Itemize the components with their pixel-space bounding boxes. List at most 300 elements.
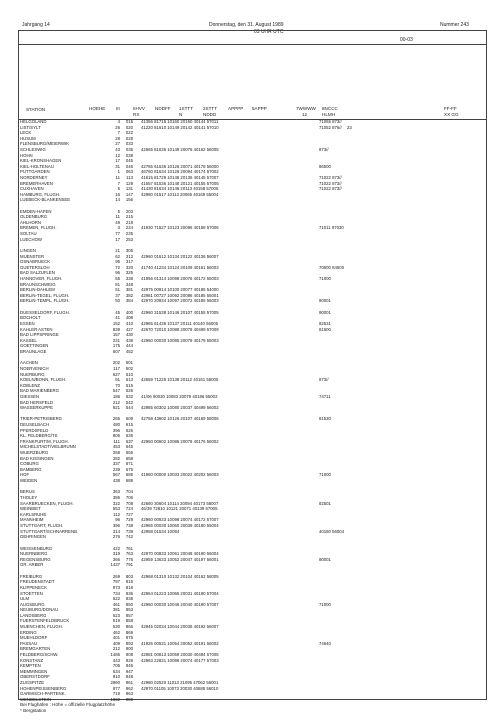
- station-number: 157: [112, 332, 120, 338]
- station-number: 1437: [110, 562, 120, 568]
- station-name: BREMGARTEN: [20, 646, 51, 652]
- station-number: 797: [112, 579, 120, 585]
- station-number: 627: [112, 371, 120, 377]
- station-extra-groups: 71052 876//: [319, 124, 342, 130]
- station-height: 305: [125, 248, 133, 254]
- station-height: 963: [125, 691, 133, 697]
- station-extra-groups: 71022 873//: [319, 174, 342, 180]
- station-group: [20, 248, 480, 304]
- station-synop-groups: 41930 71527 10123 20096 40158 57006: [141, 225, 219, 231]
- station-number: 2960: [110, 680, 120, 685]
- station-name: MANNHEIM: [20, 517, 44, 523]
- station-group: [20, 574, 480, 703]
- station-height: 708: [125, 500, 133, 506]
- station-name: NEUBURG/DONAU: [20, 607, 59, 613]
- station-height: 776: [125, 556, 133, 562]
- station-height: 022: [125, 130, 133, 136]
- station-height: 544: [125, 405, 133, 411]
- station-name: KARLSRUHE: [20, 511, 47, 517]
- station-name: FLENSBURG/MEIERWIK: [20, 141, 70, 147]
- station-extra-groups: 70500 84500: [319, 264, 345, 270]
- station-name: WEISSENBURG: [20, 545, 53, 551]
- station-height: 046: [125, 163, 133, 169]
- station-number: 239: [112, 466, 120, 472]
- station-name: BRAUNLAGE: [20, 348, 47, 354]
- station-height: 253: [125, 236, 133, 242]
- station-name: SAARBRUECKEN, FLUGH.: [20, 500, 74, 506]
- station-name: KASSEL: [20, 337, 37, 343]
- station-number: 553: [112, 506, 120, 512]
- station-height: 857: [125, 612, 133, 618]
- station-height: 313: [125, 253, 133, 259]
- col-hoehe: HOEHE: [89, 106, 106, 111]
- station-height: 224: [125, 225, 133, 231]
- station-synop-groups: 42670 72010 10088 20078 40499 57009: [141, 326, 219, 332]
- station-number: 27: [115, 141, 120, 147]
- station-height: 427: [125, 326, 133, 332]
- station-height: 515: [125, 382, 133, 388]
- station-height: 348: [125, 281, 133, 287]
- station-number: 438: [112, 478, 120, 484]
- station-number: 26: [115, 124, 120, 130]
- station-height: 438: [125, 337, 133, 343]
- station-name: SCHLESWIG: [20, 146, 46, 152]
- station-name: TRIER-PETRISBERG: [20, 416, 63, 422]
- station-name: BREMEN, FLUGH.: [20, 225, 57, 231]
- station-height: 671: [125, 461, 133, 467]
- col-hlmh: HLMH: [322, 112, 336, 117]
- col-n: N: [179, 112, 183, 117]
- station-table: [20, 119, 480, 708]
- station-number: 386: [112, 495, 120, 500]
- station-name: LIST/SYLT: [20, 124, 41, 130]
- station-synop-groups: 42963 22831 10086 20074 40177 57003: [141, 657, 219, 663]
- station-number: 186: [112, 393, 120, 399]
- station-number: 212: [112, 646, 120, 652]
- station-name: PUTTGARDEN: [20, 169, 50, 175]
- station-number: 734: [112, 590, 120, 596]
- station-height: 015: [125, 119, 133, 124]
- station-synop-groups: 41960 00000 10033 20022 40202 56003: [141, 472, 219, 478]
- station-height: 637: [125, 438, 133, 444]
- station-number: 396: [112, 427, 120, 433]
- station-height: 452: [125, 348, 133, 354]
- station-number: 5: [117, 186, 120, 192]
- station-height: 791: [125, 562, 133, 568]
- station-height: 410: [125, 320, 133, 326]
- station-number: 322: [112, 500, 120, 506]
- station-synop-groups: 41956 01314 10098 20076 40172 55003: [141, 276, 219, 282]
- station-number: 409: [112, 640, 120, 646]
- station-group: [20, 416, 480, 483]
- station-number: 921: [112, 405, 120, 411]
- station-name: REGENSBURG: [20, 556, 51, 562]
- station-synop-groups: 42981 00813 10059 20030 40494 57005: [141, 652, 219, 658]
- station-number: 117: [113, 365, 120, 371]
- station-name: STOETTEN: [20, 590, 43, 596]
- station-number: 231: [112, 337, 120, 343]
- station-height: 742: [125, 534, 133, 540]
- station-height: 129: [125, 180, 133, 186]
- station-name: OSNABRUECK: [20, 259, 51, 265]
- station-name: HOF: [20, 472, 30, 478]
- station-name: BOCHOLT: [20, 315, 41, 321]
- station-synop-groups: 42960 00602 10086 20078 40176 56002: [141, 438, 219, 444]
- col-iihvv: IIHVV: [133, 106, 145, 111]
- station-synop-groups: 42958 01534 10084: [141, 528, 180, 534]
- station-number: 81: [115, 281, 120, 287]
- station-number: 21: [115, 248, 120, 254]
- col-apppp: APPPP: [228, 106, 244, 111]
- station-height: 658: [125, 455, 133, 461]
- station-group: [20, 360, 480, 410]
- station-name: BERUS: [20, 489, 35, 495]
- station-height: 724: [125, 506, 133, 512]
- station-number: 265: [112, 416, 120, 422]
- station-name: MUEHLDORF: [20, 635, 48, 641]
- station-name: HOHN: [20, 152, 33, 158]
- station-height: 761: [125, 545, 133, 551]
- station-number: 96: [115, 517, 120, 523]
- table-row: [20, 478, 480, 484]
- station-name: KIEL-HOLTENAU: [20, 163, 54, 169]
- station-extra-groups: 82501: [319, 500, 331, 506]
- station-height: 980: [125, 696, 133, 702]
- station-number: 977: [112, 685, 120, 691]
- report-sub-time: 00-03: [400, 37, 413, 43]
- station-synop-groups: 42980 01517 10113 20065 40169 55004: [141, 191, 219, 197]
- station-name: GUETERSLOH: [20, 264, 50, 270]
- station-name: ERDING: [20, 629, 37, 635]
- station-height: 203: [125, 208, 133, 214]
- station-height: 738: [125, 522, 133, 528]
- station-synop-groups: 42959 13633 10052 20047 40197 56001: [141, 556, 219, 562]
- station-name: BAD SALZUFLEN: [20, 270, 55, 276]
- station-synop-groups: 46760 81634 10126 20094 40174 57002: [141, 169, 219, 175]
- station-height: 131: [125, 186, 133, 192]
- station-synop-groups: 42968 01310 10132 20104 40162 58005: [141, 573, 219, 579]
- station-synop-groups: 42960 31538 10146 20107 40155 57005: [141, 309, 219, 315]
- station-height: 729: [125, 517, 133, 523]
- col-ffff: FF-FF: [444, 106, 457, 111]
- station-name: STUTTGART/SCHNARRENB.: [20, 528, 79, 534]
- station-name: ZUGSPITZE: [20, 680, 45, 685]
- station-synop-groups: 42665 81636 10149 20076 40162 56005: [141, 146, 219, 152]
- station-name: COBURG: [20, 461, 39, 467]
- station-synop-groups: 42960 00030 10085 20079 40179 55003: [141, 337, 219, 343]
- station-extra-groups: 71000: [319, 601, 331, 607]
- station-synop-groups: 42659 71225 10138 20112 40161 56005: [141, 377, 219, 383]
- report-time: 03 UHR UTC: [254, 29, 284, 35]
- station-name: FREIBURG: [20, 573, 43, 579]
- station-name: NUERBURG: [20, 371, 45, 377]
- station-synop-groups: 42985 60302 10080 20037 40499 56002: [141, 405, 219, 411]
- station-height: 706: [125, 495, 133, 500]
- station-name: FRANKFURT/M, FLUGH.: [20, 438, 69, 444]
- station-extra-groups: 71000: [319, 472, 331, 478]
- station-name: NOERVENICH: [20, 365, 49, 371]
- col-5appp: 5APPP: [252, 106, 267, 111]
- station-number: 282: [112, 455, 120, 461]
- station-height: 836: [125, 590, 133, 596]
- station-height: 532: [125, 393, 133, 399]
- station-name: HELGOLAND: [20, 119, 47, 124]
- station-name: BAD MARIENBERG: [20, 388, 59, 394]
- station-number: 1832: [110, 696, 120, 702]
- header-divider: [18, 44, 487, 45]
- station-synop-groups: 42975 00914 10100 20077 40186 54000: [141, 287, 219, 293]
- station-name: BAD HERSFELD: [20, 399, 53, 405]
- station-name: WUERZBURG: [20, 450, 49, 456]
- station-synop-groups: 42945 02034 10044 20035 40192 56007: [141, 624, 219, 630]
- station-extra-groups: 80001: [319, 309, 331, 315]
- station-extra-groups: 873//: [319, 146, 329, 152]
- station-name: WEIDEN: [20, 478, 38, 484]
- station-height: 685: [125, 472, 133, 478]
- station-name: CUXHAVEN: [20, 186, 44, 192]
- station-number: 607: [112, 348, 120, 354]
- station-name: HOHENPEISSENBERG: [20, 685, 67, 691]
- station-height: 381: [125, 287, 133, 293]
- station-number: 839: [112, 326, 120, 332]
- station-height: 320: [125, 264, 133, 270]
- station-number: 396: [112, 522, 120, 528]
- station-height: 147: [125, 191, 133, 197]
- station-name: PFERDSFELD: [20, 427, 49, 433]
- station-height: 408: [125, 315, 133, 321]
- station-height: 688: [125, 478, 133, 484]
- station-name: AUGSBURG: [20, 601, 45, 607]
- station-number: 401: [112, 635, 120, 641]
- station-height: 215: [125, 214, 133, 220]
- station-height: 635: [125, 433, 133, 439]
- station-name: DEUSELBACH: [20, 422, 50, 428]
- station-number: 7: [117, 130, 120, 136]
- station-height: 947: [125, 668, 133, 674]
- station-number: 3: [117, 225, 120, 231]
- station-name: GR. ARBER: [20, 562, 44, 568]
- station-height: 858: [125, 618, 133, 624]
- station-height: 815: [125, 579, 133, 585]
- station-height: 384: [125, 298, 133, 304]
- col-nddff: NDDFF: [155, 106, 171, 111]
- station-extra-groups: 81530: [319, 416, 331, 422]
- station-number: 719: [112, 691, 120, 697]
- station-synop-groups: 42970 00833 10061 20048 40190 56004: [141, 551, 219, 557]
- station-number: 810: [112, 674, 120, 680]
- station-number: 14: [115, 197, 120, 203]
- station-name: DUESSELDORF, FLUGH.: [20, 309, 70, 315]
- station-number: 16: [115, 191, 120, 197]
- station-height: 803: [125, 573, 133, 579]
- station-height: 113: [126, 174, 133, 180]
- station-number: 11: [115, 174, 120, 180]
- station-name: NORDERNEY: [20, 174, 48, 180]
- col-nddd: NDDD: [203, 112, 217, 117]
- station-height: 400: [125, 309, 133, 315]
- station-number: 31: [115, 163, 120, 169]
- station-synop-groups: 41557 81536 10148 20121 40155 57005: [141, 180, 219, 186]
- station-height: 526: [125, 388, 133, 394]
- report-date: Donnerstag, den 31. August 1989: [209, 22, 284, 28]
- station-number: 422: [112, 545, 120, 551]
- station-name: KONSTANZ: [20, 657, 44, 663]
- col-2sttt: 2STTT: [203, 106, 218, 111]
- volume-label: Jahrgang 14: [22, 22, 50, 28]
- station-name: GARMISCH-PARTENK.: [20, 691, 66, 697]
- station-name: HUSUM: [20, 135, 36, 141]
- station-height: 908: [125, 652, 133, 658]
- station-group: [20, 546, 480, 568]
- station-number: 522: [112, 596, 120, 602]
- station-number: 268: [112, 450, 120, 456]
- station-height: 218: [125, 219, 133, 225]
- table-row: [20, 534, 480, 540]
- station-number: 1486: [110, 652, 120, 658]
- station-name: LINGEN: [20, 248, 36, 254]
- station-name: FUERSTENFELDBRUCK: [20, 618, 70, 624]
- station-height: 818: [125, 584, 133, 590]
- station-height: 325: [125, 270, 133, 276]
- station-name: MUENSTER: [20, 253, 45, 259]
- station-name: BAD KISSINGEN: [20, 455, 54, 461]
- station-height: 063: [125, 169, 133, 175]
- station-height: 948: [125, 674, 133, 680]
- station-height: 156: [125, 197, 133, 203]
- station-number: 55: [115, 276, 120, 282]
- station-synop-groups: 42660 30604 10114 20094 40173 58007: [141, 500, 219, 506]
- station-height: 838: [125, 596, 133, 602]
- station-synop-groups: 42758 43602 10126 20107 40169 58006: [141, 416, 219, 422]
- station-height: 444: [125, 343, 133, 349]
- station-number: 462: [112, 629, 120, 635]
- station-name: WEINBIET: [20, 506, 41, 512]
- station-name: STUTTGART, FLUGH.: [20, 522, 64, 528]
- station-name: KEMPTEN: [20, 663, 41, 669]
- station-height: 727: [125, 511, 133, 517]
- station-number: 72: [115, 264, 120, 270]
- station-name: THOLEY: [20, 495, 38, 500]
- station-extra-groups: 80001: [319, 556, 331, 562]
- station-number: 705: [112, 663, 120, 669]
- station-synop-groups: 41430 81634 10146 20113 40158 57006: [141, 186, 219, 192]
- station-extra-groups: 71022 873//: [319, 180, 342, 186]
- station-name: KIEL-KRONSHAGEN: [20, 158, 62, 164]
- station-height: 338: [125, 276, 133, 282]
- station-number: 443: [112, 657, 120, 663]
- station-number: 623: [112, 612, 120, 618]
- station-height: 502: [125, 365, 133, 371]
- station-name: GOETTINGEN: [20, 343, 49, 349]
- station-number: 461: [112, 601, 120, 607]
- station-height: 513: [125, 377, 133, 383]
- station-synop-groups: 42965 00030 10060 20039 40180 55004: [141, 522, 219, 528]
- station-name: MEMMINGEN: [20, 668, 48, 674]
- station-height: 045: [125, 158, 133, 164]
- station-height: 704: [125, 489, 133, 495]
- station-name: MUENCHEN, FLUGH.: [20, 624, 63, 630]
- station-number: 5: [117, 208, 120, 214]
- station-number: 96: [115, 270, 120, 276]
- station-synop-groups: 42981 00727 10092 20086 40185 55001: [141, 292, 219, 298]
- col-7wwww: 7WWWW: [296, 106, 316, 111]
- station-number: 366: [112, 556, 120, 562]
- station-number: 337: [112, 461, 120, 467]
- station-name: AACHEN: [20, 360, 38, 366]
- station-height: 869: [125, 629, 133, 635]
- station-height: 655: [125, 450, 133, 456]
- table-row: [20, 405, 480, 411]
- station-height: 028: [125, 135, 133, 141]
- station-name: WASSERKUPPE: [20, 405, 54, 411]
- station-height: 615: [125, 422, 133, 428]
- station-synop-groups: 42965 61436 10137 20111 40140 56005: [141, 320, 219, 326]
- col-xxgg: XX GG: [444, 112, 459, 117]
- station-synop-groups: 41615 81729 10148 20136 40145 57007: [141, 174, 219, 180]
- station-height: 020: [125, 124, 133, 130]
- table-row: [20, 298, 480, 304]
- station-height: 763: [125, 551, 133, 557]
- station-name: FELDBERG/SCHW.: [20, 652, 59, 658]
- table-row: [20, 349, 480, 355]
- station-synop-groups: 42960 00030 10046 20040 40190 57007: [141, 601, 219, 607]
- station-number: 381: [112, 607, 120, 613]
- station-number: 519: [112, 618, 120, 624]
- footnote-airports: Bei Flughäfen : Höhe = offizielle Flugplatzhöhe: [20, 702, 116, 707]
- station-synop-groups: 42970 20934 10097 20072 40186 56003: [141, 298, 219, 304]
- station-number: 276: [112, 534, 120, 540]
- station-name: GIESSEN: [20, 393, 40, 399]
- station-group: [20, 310, 480, 355]
- footnote-mountain: * Bergstation: [20, 708, 47, 713]
- station-name: OBERSTDORF: [20, 674, 50, 680]
- station-extra-groups: 40180 56004: [319, 528, 345, 534]
- station-number: 547: [112, 388, 120, 394]
- station-number: 11: [115, 214, 120, 220]
- station-number: 43: [115, 146, 120, 152]
- station-name: LUEBECK-BLANKENSEE: [20, 197, 71, 203]
- station-height: 626: [125, 427, 133, 433]
- station-number: 62: [115, 253, 120, 259]
- station-synop-groups: 41740 41234 10124 20109 40161 56003: [141, 264, 219, 270]
- col-iii: III: [116, 106, 120, 111]
- station-height: 900: [125, 646, 133, 652]
- station-number: 314: [112, 528, 120, 534]
- station-name: MICHELSTADT/VIELBRUNN: [20, 444, 76, 450]
- station-height: 853: [125, 607, 133, 613]
- station-group: [20, 209, 480, 243]
- station-number: 7: [117, 180, 120, 186]
- station-name: LUECHOW: [20, 236, 42, 242]
- station-number: 363: [112, 489, 120, 495]
- station-number: 77: [115, 231, 120, 237]
- col-1sttt: 1STTT: [179, 106, 194, 111]
- station-number: 212: [112, 399, 120, 405]
- station-height: 961: [125, 680, 133, 685]
- station-number: 17: [115, 158, 120, 164]
- station-height: 645: [125, 444, 133, 450]
- station-synop-groups: 42970 01105 10073 20030 40685 56010: [141, 685, 219, 691]
- station-name: HAMBURG, FLUGH.: [20, 191, 61, 197]
- station-height: 382: [125, 292, 133, 298]
- station-number: 175: [112, 343, 120, 349]
- station-synop-groups: 42960 01612 10134 20122 40136 56007: [141, 253, 219, 259]
- station-name: KAHLER ASTEN: [20, 326, 53, 332]
- station-name: OEHRINGEN: [20, 534, 47, 540]
- station-synop-groups: 41925 00531 10054 20052 40191 56002: [141, 640, 219, 646]
- station-number: 70: [115, 382, 120, 388]
- station-group: [20, 489, 480, 539]
